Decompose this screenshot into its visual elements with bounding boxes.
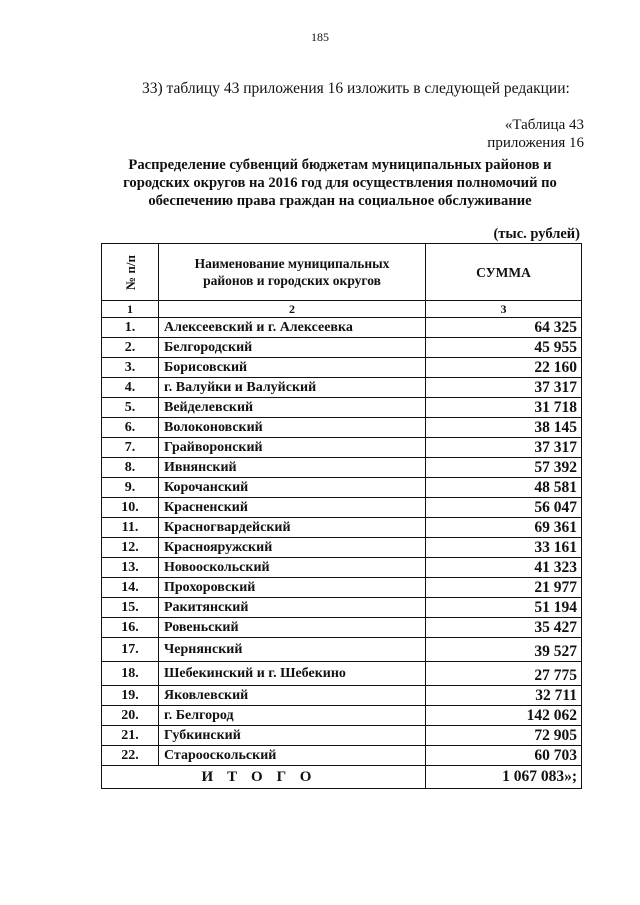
- table-row: [102, 378, 582, 398]
- row-number: 8.: [102, 458, 159, 478]
- header-name-line2: районов и городских округов: [203, 273, 381, 288]
- document-title: [100, 156, 580, 210]
- units-label: (тыс. рублей): [493, 226, 580, 242]
- row-name: Вейделевский: [159, 398, 426, 418]
- header-number: [102, 244, 159, 301]
- row-number: 7.: [102, 438, 159, 458]
- header-number-label: № п/п: [122, 254, 138, 290]
- row-sum: 64 325: [426, 318, 582, 338]
- row-name: Прохоровский: [159, 578, 426, 598]
- row-name: Краснояружский: [159, 538, 426, 558]
- row-number: 6.: [102, 418, 159, 438]
- row-number: 10.: [102, 498, 159, 518]
- row-name: Чернянский: [159, 638, 426, 662]
- table-row: [102, 538, 582, 558]
- title-line1: Распределение субвенций бюджетам муниципальных районов и: [128, 157, 552, 173]
- total-label: ИТОГО: [102, 766, 426, 789]
- page-number: 185: [311, 30, 329, 44]
- row-number: 14.: [102, 578, 159, 598]
- table-row: [102, 318, 582, 338]
- table-row: [102, 498, 582, 518]
- row-name: Ровеньский: [159, 618, 426, 638]
- row-name: Корочанский: [159, 478, 426, 498]
- row-sum: 45 955: [426, 338, 582, 358]
- row-name: Белгородский: [159, 338, 426, 358]
- table-row: [102, 558, 582, 578]
- row-sum: 41 323: [426, 558, 582, 578]
- table-row: [102, 578, 582, 598]
- row-sum: 51 194: [426, 598, 582, 618]
- row-number: 19.: [102, 686, 159, 706]
- column-index-row: [102, 301, 582, 318]
- row-name: Шебекинский и г. Шебекино: [159, 662, 426, 686]
- row-sum: 39 527: [426, 638, 582, 662]
- column-index: 3: [426, 301, 582, 318]
- row-name: Красногвардейский: [159, 518, 426, 538]
- row-sum: 57 392: [426, 458, 582, 478]
- table-row: [102, 518, 582, 538]
- header-name-line1: Наименование муниципальных: [194, 256, 390, 271]
- table-reference: [487, 116, 584, 152]
- row-number: 11.: [102, 518, 159, 538]
- row-number: 13.: [102, 558, 159, 578]
- row-number: 20.: [102, 706, 159, 726]
- table-row: [102, 638, 582, 662]
- row-name: Волоконовский: [159, 418, 426, 438]
- row-name: Старооскольский: [159, 746, 426, 766]
- row-name: Новооскольский: [159, 558, 426, 578]
- row-sum: 37 317: [426, 438, 582, 458]
- table-row: [102, 706, 582, 726]
- table-row: [102, 618, 582, 638]
- row-name: Яковлевский: [159, 686, 426, 706]
- table-header-row: [102, 244, 582, 301]
- column-index: 1: [102, 301, 159, 318]
- row-name: Красненский: [159, 498, 426, 518]
- row-number: 3.: [102, 358, 159, 378]
- row-number: 4.: [102, 378, 159, 398]
- subvention-table: [101, 243, 582, 789]
- row-sum: 35 427: [426, 618, 582, 638]
- header-sum: СУММА: [426, 244, 582, 301]
- table-row: [102, 338, 582, 358]
- title-line2: городских округов на 2016 год для осуществления полномочий по: [123, 175, 557, 191]
- row-number: 5.: [102, 398, 159, 418]
- table-row: [102, 438, 582, 458]
- row-name: г. Белгород: [159, 706, 426, 726]
- table-row: [102, 398, 582, 418]
- table-row: [102, 358, 582, 378]
- row-number: 16.: [102, 618, 159, 638]
- row-number: 9.: [102, 478, 159, 498]
- header-name: [159, 244, 426, 301]
- row-sum: 22 160: [426, 358, 582, 378]
- table-body: [102, 318, 582, 766]
- table-row: [102, 598, 582, 618]
- row-sum: 27 775: [426, 662, 582, 686]
- row-number: 2.: [102, 338, 159, 358]
- row-sum: 60 703: [426, 746, 582, 766]
- row-sum: 21 977: [426, 578, 582, 598]
- row-sum: 38 145: [426, 418, 582, 438]
- table-row: [102, 418, 582, 438]
- table-ref-line2: приложения 16: [487, 135, 584, 151]
- table-row: [102, 726, 582, 746]
- row-sum: 69 361: [426, 518, 582, 538]
- column-index: 2: [159, 301, 426, 318]
- row-sum: 72 905: [426, 726, 582, 746]
- row-number: 21.: [102, 726, 159, 746]
- table-row: [102, 662, 582, 686]
- table-ref-line1: «Таблица 43: [504, 117, 584, 133]
- title-line3: обеспечению права граждан на социальное обслуживание: [148, 193, 532, 209]
- row-name: Губкинский: [159, 726, 426, 746]
- row-sum: 142 062: [426, 706, 582, 726]
- row-number: 22.: [102, 746, 159, 766]
- row-name: Борисовский: [159, 358, 426, 378]
- row-sum: 31 718: [426, 398, 582, 418]
- total-sum: 1 067 083»;: [426, 766, 582, 789]
- total-row: [102, 766, 582, 789]
- table-row: [102, 458, 582, 478]
- row-number: 17.: [102, 638, 159, 662]
- row-number: 15.: [102, 598, 159, 618]
- row-sum: 37 317: [426, 378, 582, 398]
- row-number: 1.: [102, 318, 159, 338]
- table-row: [102, 478, 582, 498]
- table-row: [102, 686, 582, 706]
- row-name: Ракитянский: [159, 598, 426, 618]
- row-name: Ивнянский: [159, 458, 426, 478]
- row-sum: 48 581: [426, 478, 582, 498]
- row-name: г. Валуйки и Валуйский: [159, 378, 426, 398]
- table-row: [102, 746, 582, 766]
- row-sum: 56 047: [426, 498, 582, 518]
- row-name: Грайворонский: [159, 438, 426, 458]
- row-sum: 32 711: [426, 686, 582, 706]
- row-number: 12.: [102, 538, 159, 558]
- row-number: 18.: [102, 662, 159, 686]
- row-sum: 33 161: [426, 538, 582, 558]
- intro-paragraph: 33) таблицу 43 приложения 16 изложить в следующей редакции:: [142, 80, 570, 97]
- row-name: Алексеевский и г. Алексеевка: [159, 318, 426, 338]
